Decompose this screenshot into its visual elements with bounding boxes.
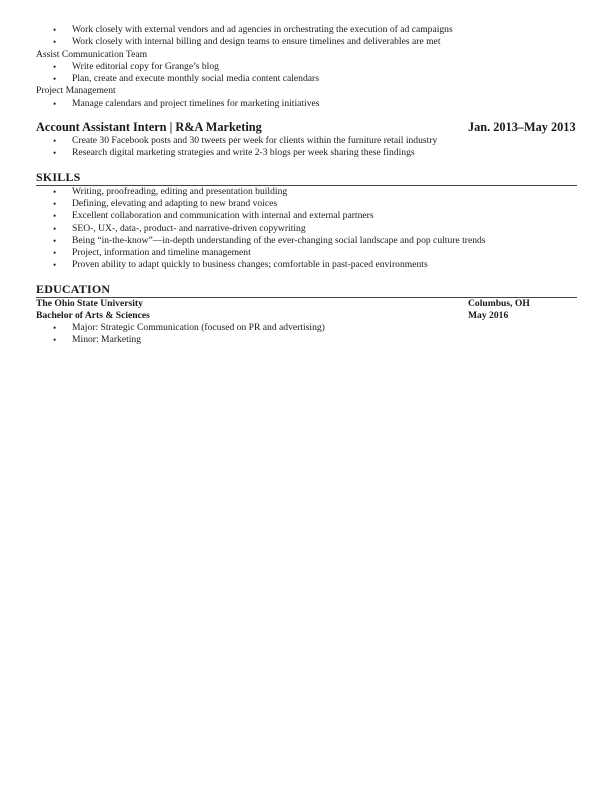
resume-content <box>0 24 612 346</box>
continued-job-bullets <box>0 24 612 49</box>
education-degree-row <box>0 310 612 322</box>
list-item: • Work closely with internal billing and design teams to ensure timelines and deliverables are met <box>0 36 612 48</box>
list-item: • Create 30 Facebook posts and 30 tweets per week for clients within the furniture retail industry <box>0 135 612 147</box>
list-item: • Writing, proofreading, editing and presentation building <box>0 186 612 198</box>
list-item: • Project, information and timeline management <box>0 247 612 259</box>
graduation-date: May 2016 <box>468 309 509 321</box>
list-item: • Manage calendars and project timelines for marketing initiatives <box>0 98 612 110</box>
subsection-heading-project-management: Project Management <box>36 85 116 97</box>
communication-bullets <box>0 61 612 86</box>
section-title: SKILLS <box>36 169 81 184</box>
job-title: Account Assistant Intern | R&A Marketing <box>36 120 262 135</box>
project-management-bullets <box>0 98 612 110</box>
list-item: • Being “in-the-know”—in-depth understanding of the ever-changing social landscape and pop culture trends <box>0 235 612 247</box>
school-location: Columbus, OH <box>468 297 530 309</box>
list-item: • Write editorial copy for Grange’s blog <box>0 61 612 73</box>
skills-section-header <box>0 170 612 186</box>
list-item: • Excellent collaboration and communication with internal and external partners <box>0 210 612 222</box>
list-item: • Defining, elevating and adapting to new brand voices <box>0 198 612 210</box>
list-item: • SEO-, UX-, data-, product- and narrative-driven copywriting <box>0 223 612 235</box>
education-bullets <box>0 322 612 347</box>
job-bullets <box>0 135 612 160</box>
subsection-heading-communication: Assist Communication Team <box>36 48 148 60</box>
section-title: EDUCATION <box>36 281 111 296</box>
degree: Bachelor of Arts & Sciences <box>36 309 150 321</box>
education-section-header <box>0 282 612 298</box>
school-name: The Ohio State University <box>36 297 143 309</box>
list-item: • Proven ability to adapt quickly to business changes; comfortable in past-paced environments <box>0 259 612 271</box>
list-item: • Minor: Marketing <box>0 334 612 346</box>
list-item: • Major: Strategic Communication (focused on PR and advertising) <box>0 322 612 334</box>
job-header <box>0 120 612 135</box>
education-school-row <box>0 298 612 310</box>
list-item: • Work closely with external vendors and ad agencies in orchestrating the execution of ad campaigns <box>0 24 612 36</box>
list-item: • Research digital marketing strategies and write 2-3 blogs per week sharing these findings <box>0 147 612 159</box>
job-dates: Jan. 2013–May 2013 <box>468 120 576 135</box>
skills-list <box>0 186 612 272</box>
list-item: • Plan, create and execute monthly social media content calendars <box>0 73 612 85</box>
